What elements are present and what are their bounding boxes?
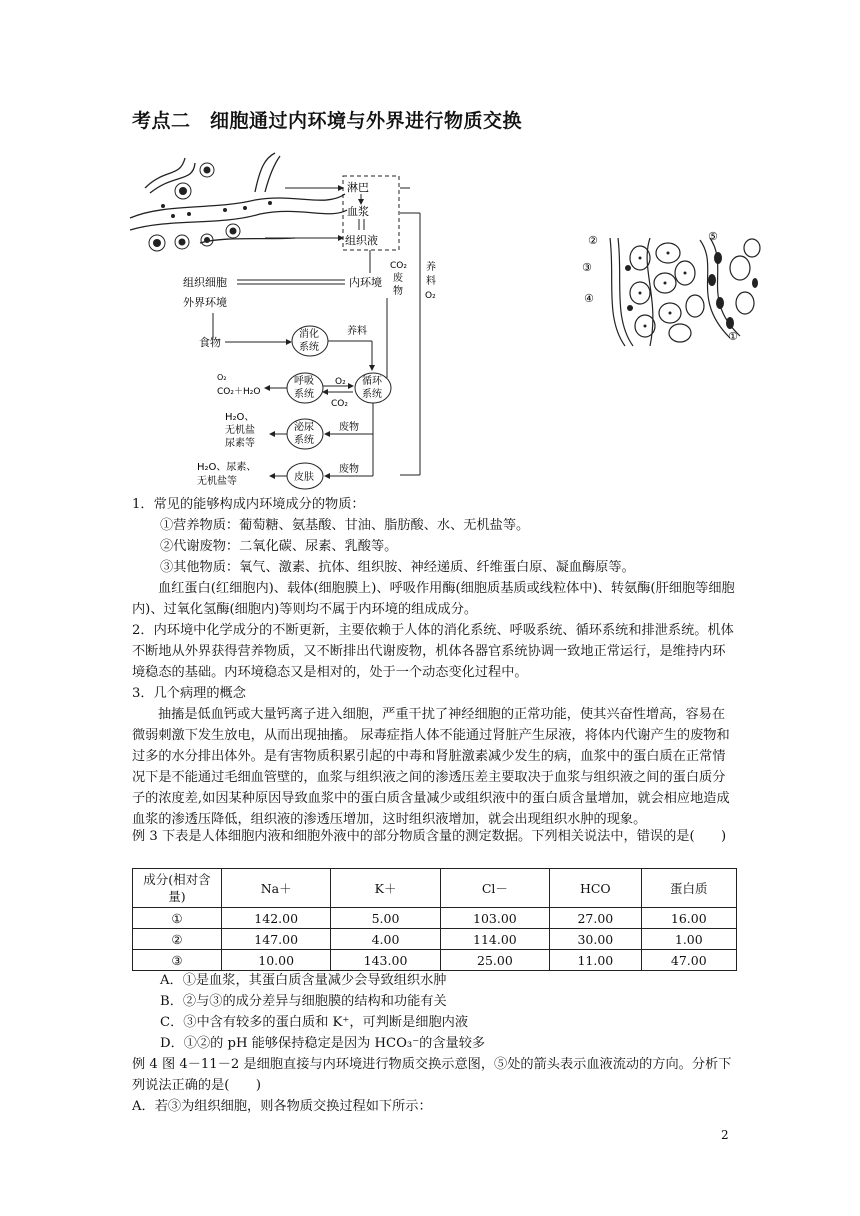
resp-co2h2o: CO₂＋H₂O — [217, 387, 261, 397]
skin-out-1: H₂O、尿素、 — [197, 462, 257, 473]
capillary-sketch — [130, 153, 347, 243]
table-cell: 27.00 — [550, 908, 642, 929]
o2-top: O₂ — [425, 291, 436, 301]
nutrient-char-2: 料 — [426, 276, 436, 287]
marker-3: ③ — [582, 261, 592, 274]
skin-label: 皮肤 — [294, 472, 314, 483]
co2-top: CO₂ — [390, 261, 407, 271]
table-row — [133, 950, 737, 971]
digestive-2: 系统 — [299, 342, 319, 353]
col-header: K＋ — [331, 869, 440, 908]
page-number: 2 — [721, 1128, 729, 1142]
table-cell: 142.00 — [222, 908, 331, 929]
urinary-out-2: 无机盐 — [225, 425, 255, 436]
option-b: B．②与③的成分差异与细胞膜的结构和功能有关 — [160, 994, 447, 1009]
table-header-row — [133, 869, 737, 908]
table-row — [133, 908, 737, 929]
table-cell: 103.00 — [440, 908, 549, 929]
table-cell: ① — [133, 908, 222, 929]
table-cell: 11.00 — [550, 950, 642, 971]
external-env-label: 外界环境 — [183, 296, 227, 309]
table-cell: 30.00 — [550, 929, 642, 950]
food-label: 食物 — [199, 336, 221, 349]
marker-5: ⑤ — [708, 230, 718, 243]
example-4: 例 4 图 4－11－2 是细胞直接与内环境进行物质交换示意图，⑤处的箭头表示血液流动的方向。分析下列说法正确的是( ) — [132, 1057, 732, 1093]
internal-env-label: 内环境 — [349, 276, 382, 289]
resp-o2: O₂ — [217, 373, 227, 382]
point-1: 1．常见的能够构成内环境成分的物质： — [132, 497, 365, 512]
col-header: Cl－ — [440, 869, 549, 908]
waste-urinary: 废物 — [339, 422, 359, 433]
digestive-1: 消化 — [299, 329, 319, 340]
table-cell: ② — [133, 929, 222, 950]
point-1d: 血红蛋白(红细胞内)、载体(细胞膜上)、呼吸作用酶(细胞质基质或线粒体中)、转氨酶(肝细胞等细胞内)、过氧化氢酶(细胞内)等则均不属于内环境的组成成分。 — [132, 581, 735, 617]
circ-2: 系统 — [362, 389, 382, 400]
plasma-label: 血浆 — [347, 205, 369, 218]
point-2: 2．内环境中化学成分的不断更新，主要依赖于人体的消化系统、呼吸系统、循环系统和排泄系统。机体不断地从外界获得营养物质，又不断排出代谢废物，机体各器官系统协调一致地正常运行，是维持内环境稳态的基础。内环境稳态又是相对的，处于一个动态变化过程中。 — [132, 623, 734, 680]
nutrients-label: 养料 — [347, 326, 367, 337]
circ-1: 循环 — [362, 376, 382, 387]
table-cell: 47.00 — [641, 950, 736, 971]
nutrient-char-1: 养 — [426, 262, 436, 273]
table-row — [133, 929, 737, 950]
example-3: 例 3 下表是人体细胞内液和细胞外液中的部分物质含量的测定数据。下列相关说法中，错误的是( ) — [132, 829, 727, 844]
option-c: C．③中含有较多的蛋白质和 K⁺，可判断是细胞内液 — [160, 1015, 469, 1030]
marker-1: ① — [728, 330, 738, 343]
tissue-cell-label: 组织细胞 — [183, 276, 227, 289]
table-cell: 10.00 — [222, 950, 331, 971]
tissue-cells-diagram — [580, 228, 765, 358]
resp-2: 系统 — [294, 389, 314, 400]
table-cell: 1.00 — [641, 929, 736, 950]
col-header: HCO — [550, 869, 642, 908]
tissue-fluid-label: 组织液 — [345, 234, 378, 247]
resp-1: 呼吸 — [294, 376, 314, 387]
waste-skin: 废物 — [339, 464, 359, 475]
urinary-out-3: 尿素等 — [225, 438, 255, 449]
table-cell: 143.00 — [331, 950, 440, 971]
waste-char-1: 废 — [393, 273, 403, 284]
table-cell: 147.00 — [222, 929, 331, 950]
urinary-out-1: H₂O、 — [225, 412, 255, 423]
option-a: A．①是血浆，其蛋白质含量减少会导致组织水肿 — [160, 973, 447, 988]
blood-cells — [153, 167, 272, 248]
col-header: 成分(相对含量) — [133, 869, 222, 908]
point-3: 3．几个病理的概念 — [132, 686, 246, 701]
point-1a: ①营养物质：葡萄糖、氨基酸、甘油、脂肪酸、水、无机盐等。 — [160, 518, 530, 533]
o2-mid: O₂ — [335, 377, 346, 387]
example-4-a: A．若③为组织细胞，则各物质交换过程如下所示： — [132, 1099, 432, 1114]
point-1c: ③其他物质：氧气、激素、抗体、组织胺、神经递质、纤维蛋白原、凝血酶原等。 — [160, 560, 635, 575]
table-cell: 4.00 — [331, 929, 440, 950]
co2-mid: CO₂ — [331, 399, 348, 409]
lymph-label: 淋巴 — [347, 181, 369, 194]
skin-out-2: 无机盐等 — [197, 476, 237, 487]
urinary-2: 系统 — [294, 435, 314, 446]
table-cell: 114.00 — [440, 929, 549, 950]
section-heading: 考点二 细胞通过内环境与外界进行物质交换 — [132, 110, 523, 132]
col-header: Na＋ — [222, 869, 331, 908]
exchange-flow-diagram — [125, 148, 445, 493]
table-cell: ③ — [133, 950, 222, 971]
point-1b: ②代谢废物：二氧化碳、尿素、乳酸等。 — [160, 539, 398, 554]
table-cell: 25.00 — [440, 950, 549, 971]
waste-char-2: 物 — [393, 286, 403, 297]
option-d: D．①②的 pH 能够保持稳定是因为 HCO₃⁻的含量较多 — [160, 1036, 486, 1051]
table-cell: 16.00 — [641, 908, 736, 929]
urinary-1: 泌尿 — [294, 422, 314, 433]
point-3a: 抽搐是低血钙或大量钙离子进入细胞，严重干扰了神经细胞的正常功能，使其兴奋性增高，容易在微弱刺激下发生放电，从而出现抽搐。 尿毒症指人体不能通过肾脏产生尿液，将体内代谢产生的废物和过多的水分排出体外。是有害物质积累引起的中毒和肾脏激素减少发生的病，血浆中的蛋白质在正常情况下是不能通过毛细血管壁的，血浆与组织液之间的渗透压差主要取决于血浆与组织液之间的蛋白质分子的浓度差,如因某种原因导致血浆中的蛋白质含量减少或组织液中的蛋白质含量增加，就会相应地造成血浆的渗透压降低，组织液的渗透压增加，这时组织液增加，就会出现组织水肿的现象。 — [132, 707, 730, 827]
marker-4: ④ — [584, 292, 594, 305]
table-cell: 5.00 — [331, 908, 440, 929]
col-header: 蛋白质 — [641, 869, 736, 908]
marker-2: ② — [588, 234, 598, 247]
composition-table — [132, 868, 737, 971]
